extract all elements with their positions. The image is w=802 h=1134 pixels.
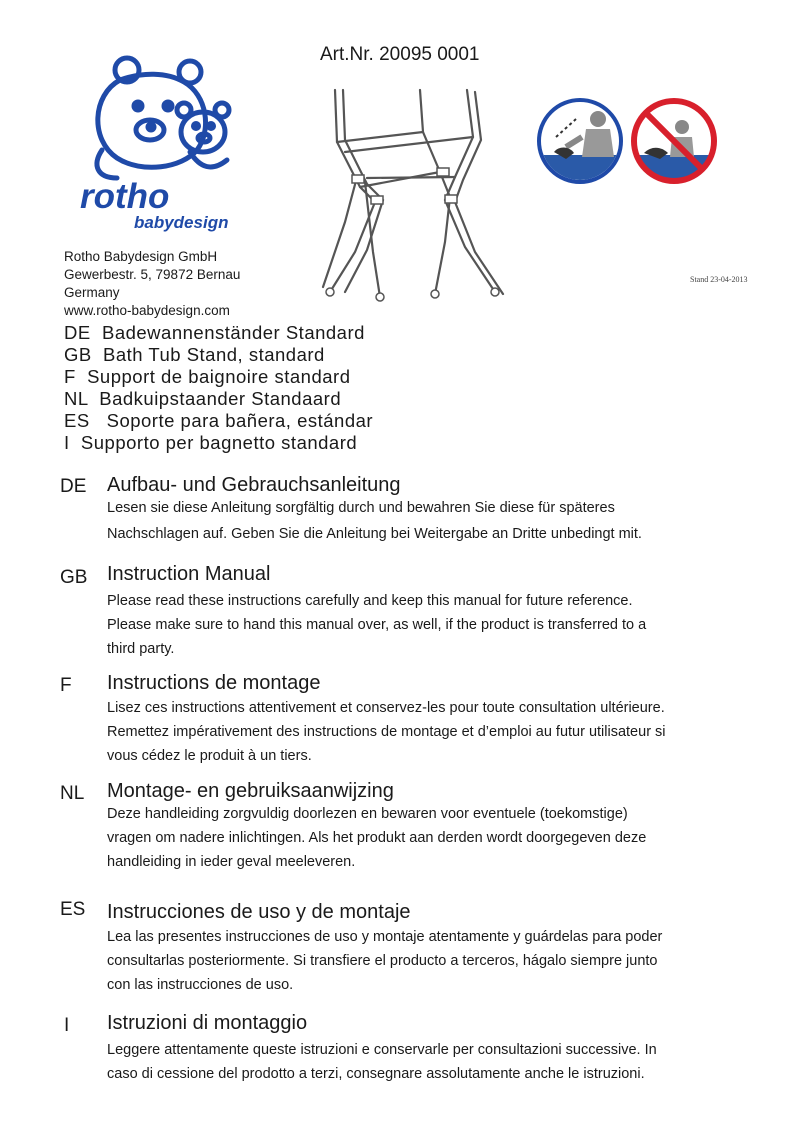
section-line: caso di cessione del prodotto a terzi, consegnare assolutamente anche le istruzioni. [107, 1066, 645, 1082]
section-body [107, 589, 747, 661]
section-line: Remettez impérativement des instructions de montage et d’emploi au futur utilisateur si [107, 724, 666, 740]
stand-date: Stand 23-04-2013 [690, 275, 748, 284]
bath-stand-diagram [305, 82, 515, 307]
section-line: handleiding in ieder geval meeleveren. [107, 854, 356, 870]
section-line: consultarlas posteriormente. Si transfiere el producto a terceros, hágalo siempre junto [107, 953, 658, 969]
section-heading: Instruction Manual [107, 563, 271, 585]
section-heading: Istruzioni di montaggio [107, 1012, 308, 1034]
product-title: DE Badewannenständer Standard [64, 322, 365, 343]
section-line: vous cédez le produit à un tiers. [107, 748, 312, 764]
section-line: Deze handleiding zorgvuldig doorlezen en bewaren voor eventuele (toekomstige) [107, 806, 628, 822]
section-heading: Montage- en gebruiksaanwijzing [107, 780, 394, 802]
company-street: Gewerbestr. 5, 79872 Bernau [64, 267, 241, 282]
section-line: con las instrucciones de uso. [107, 977, 294, 993]
section-heading: Aufbau- und Gebrauchsanleitung [107, 474, 401, 496]
rotho-logo [72, 50, 242, 235]
product-title: F Support de baignoire standard [64, 366, 351, 387]
section-line: third party. [107, 641, 175, 657]
section-line: Lea las presentes instrucciones de uso y montaje atentamente y guárdelas para poder [107, 929, 663, 945]
section-heading: Instrucciones de uso y de montaje [107, 901, 411, 923]
product-title: NL Badkuipstaander Standaard [64, 388, 342, 409]
company-address [64, 248, 240, 320]
product-title: I Supporto per bagnetto standard [64, 432, 358, 453]
section-line: Lisez ces instructions attentivement et conservez-les pour toute consultation ultérieure. [107, 700, 665, 716]
company-name: Rotho Babydesign GmbH [64, 249, 218, 264]
no-unattended-child-icon [630, 97, 718, 185]
section-line: Nachschlagen auf. Geben Sie die Anleitung bei Weitergabe an Dritte unbedingt mit. [107, 526, 642, 542]
section-code: GB [60, 567, 88, 588]
section-line: Lesen sie diese Anleitung sorgfältig durch und bewahren Sie diese für späteres [107, 500, 615, 516]
section-line: Leggere attentamente queste istruzioni e conservarle per consultazioni successive. In [107, 1042, 657, 1058]
logo-sub-text: babydesign [134, 213, 229, 232]
section-code: ES [60, 899, 86, 920]
section-heading: Instructions de montage [107, 672, 321, 694]
supervise-child-icon [536, 97, 624, 185]
section-line: Please read these instructions carefully and keep this manual for future reference. [107, 593, 633, 609]
product-title: GB Bath Tub Stand, standard [64, 344, 325, 365]
section-body [107, 802, 747, 874]
product-title: ES Soporte para bañera, estándar [64, 410, 374, 431]
section-body [107, 696, 747, 768]
section-body [107, 496, 747, 546]
section-code: NL [60, 783, 85, 804]
section-code: DE [60, 476, 87, 497]
company-country: Germany [64, 285, 120, 300]
company-website[interactable]: www.rotho-babydesign.com [64, 303, 230, 318]
section-body [107, 1038, 747, 1086]
logo-brand-text: rotho [80, 177, 170, 216]
section-body [107, 925, 747, 997]
article-number: Art.Nr. 20095 0001 [320, 44, 480, 65]
section-line: vragen om nadere inlichtingen. Als het produkt aan derden wordt doorgegeven deze [107, 830, 647, 846]
product-title-list [64, 322, 373, 454]
section-code: F [60, 675, 72, 696]
section-code: I [64, 1015, 70, 1036]
section-line: Please make sure to hand this manual over, as well, if the product is transferred to a [107, 617, 647, 633]
